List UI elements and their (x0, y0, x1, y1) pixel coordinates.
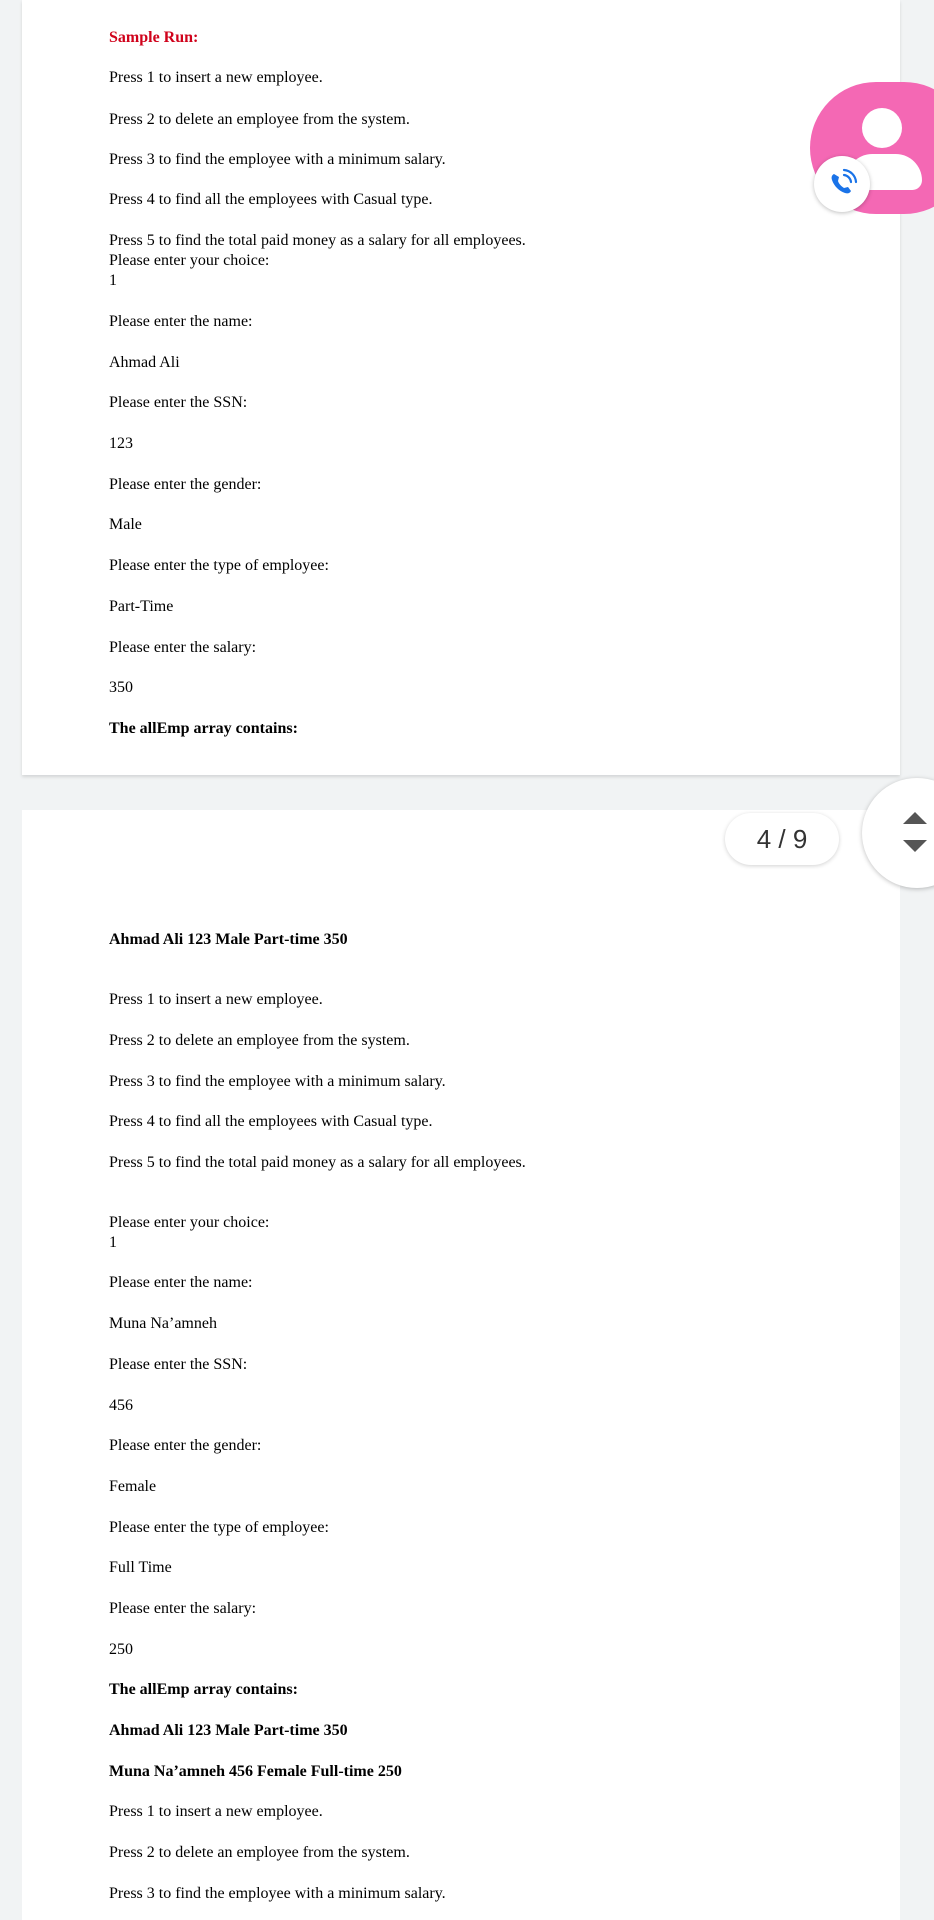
choice-prompt: Please enter your choice: (109, 252, 270, 269)
type-value: Full Time (109, 1559, 172, 1576)
choice-value: 1 (109, 272, 117, 289)
name-value: Muna Na’amneh (109, 1315, 217, 1332)
type-value: Part-Time (109, 598, 174, 615)
gender-prompt: Please enter the gender: (109, 476, 262, 493)
choice-prompt: Please enter your choice: (109, 1214, 270, 1231)
page-indicator: 4 / 9 (725, 813, 839, 865)
array-row: Ahmad Ali 123 Male Part-time 350 (109, 931, 348, 948)
array-row: Ahmad Ali 123 Male Part-time 350 (109, 1722, 348, 1739)
menu-line: Press 4 to find all the employees with Casual type. (109, 191, 433, 208)
call-button[interactable] (814, 156, 870, 212)
gender-value: Female (109, 1478, 157, 1495)
array-header: The allEmp array contains: (109, 1681, 298, 1698)
array-row: Muna Na’amneh 456 Female Full-time 250 (109, 1763, 402, 1780)
menu-line: Press 2 to delete an employee from the system. (109, 111, 410, 128)
menu-line: Press 5 to find the total paid money as a salary for all employees. (109, 1154, 526, 1171)
gender-prompt: Please enter the gender: (109, 1437, 262, 1454)
person-icon (862, 108, 902, 148)
menu-line: Press 3 to find the employee with a minimum salary. (109, 1073, 446, 1090)
name-prompt: Please enter the name: (109, 1274, 253, 1291)
choice-value: 1 (109, 1234, 117, 1251)
menu-line: Press 1 to insert a new employee. (109, 991, 323, 1008)
ssn-value: 456 (109, 1397, 133, 1414)
salary-value: 350 (109, 679, 133, 696)
menu-line: Press 2 to delete an employee from the system. (109, 1032, 410, 1049)
salary-prompt: Please enter the salary: (109, 1600, 257, 1617)
phone-call-icon (824, 166, 860, 202)
array-header: The allEmp array contains: (109, 720, 298, 737)
triangle-up-icon[interactable] (903, 812, 927, 824)
gender-value: Male (109, 516, 142, 533)
ssn-prompt: Please enter the SSN: (109, 1356, 248, 1373)
menu-line: Press 3 to find the employee with a minimum salary. (109, 151, 446, 168)
triangle-down-icon[interactable] (903, 840, 927, 852)
menu-line: Press 3 to find the employee with a minimum salary. (109, 1885, 446, 1902)
ssn-value: 123 (109, 435, 133, 452)
salary-value: 250 (109, 1641, 133, 1658)
menu-line: Press 1 to insert a new employee. (109, 69, 323, 86)
menu-line: Press 1 to insert a new employee. (109, 1803, 323, 1820)
sample-run-title: Sample Run: (109, 29, 199, 46)
name-prompt: Please enter the name: (109, 313, 253, 330)
ssn-prompt: Please enter the SSN: (109, 394, 248, 411)
menu-line: Press 4 to find all the employees with Casual type. (109, 1113, 433, 1130)
salary-prompt: Please enter the salary: (109, 639, 257, 656)
type-prompt: Please enter the type of employee: (109, 557, 329, 574)
document-page-1 (22, 0, 900, 775)
document-page-2 (22, 810, 900, 1920)
name-value: Ahmad Ali (109, 354, 180, 371)
menu-line: Press 2 to delete an employee from the system. (109, 1844, 410, 1861)
type-prompt: Please enter the type of employee: (109, 1519, 329, 1536)
menu-line: Press 5 to find the total paid money as a salary for all employees. (109, 232, 526, 249)
